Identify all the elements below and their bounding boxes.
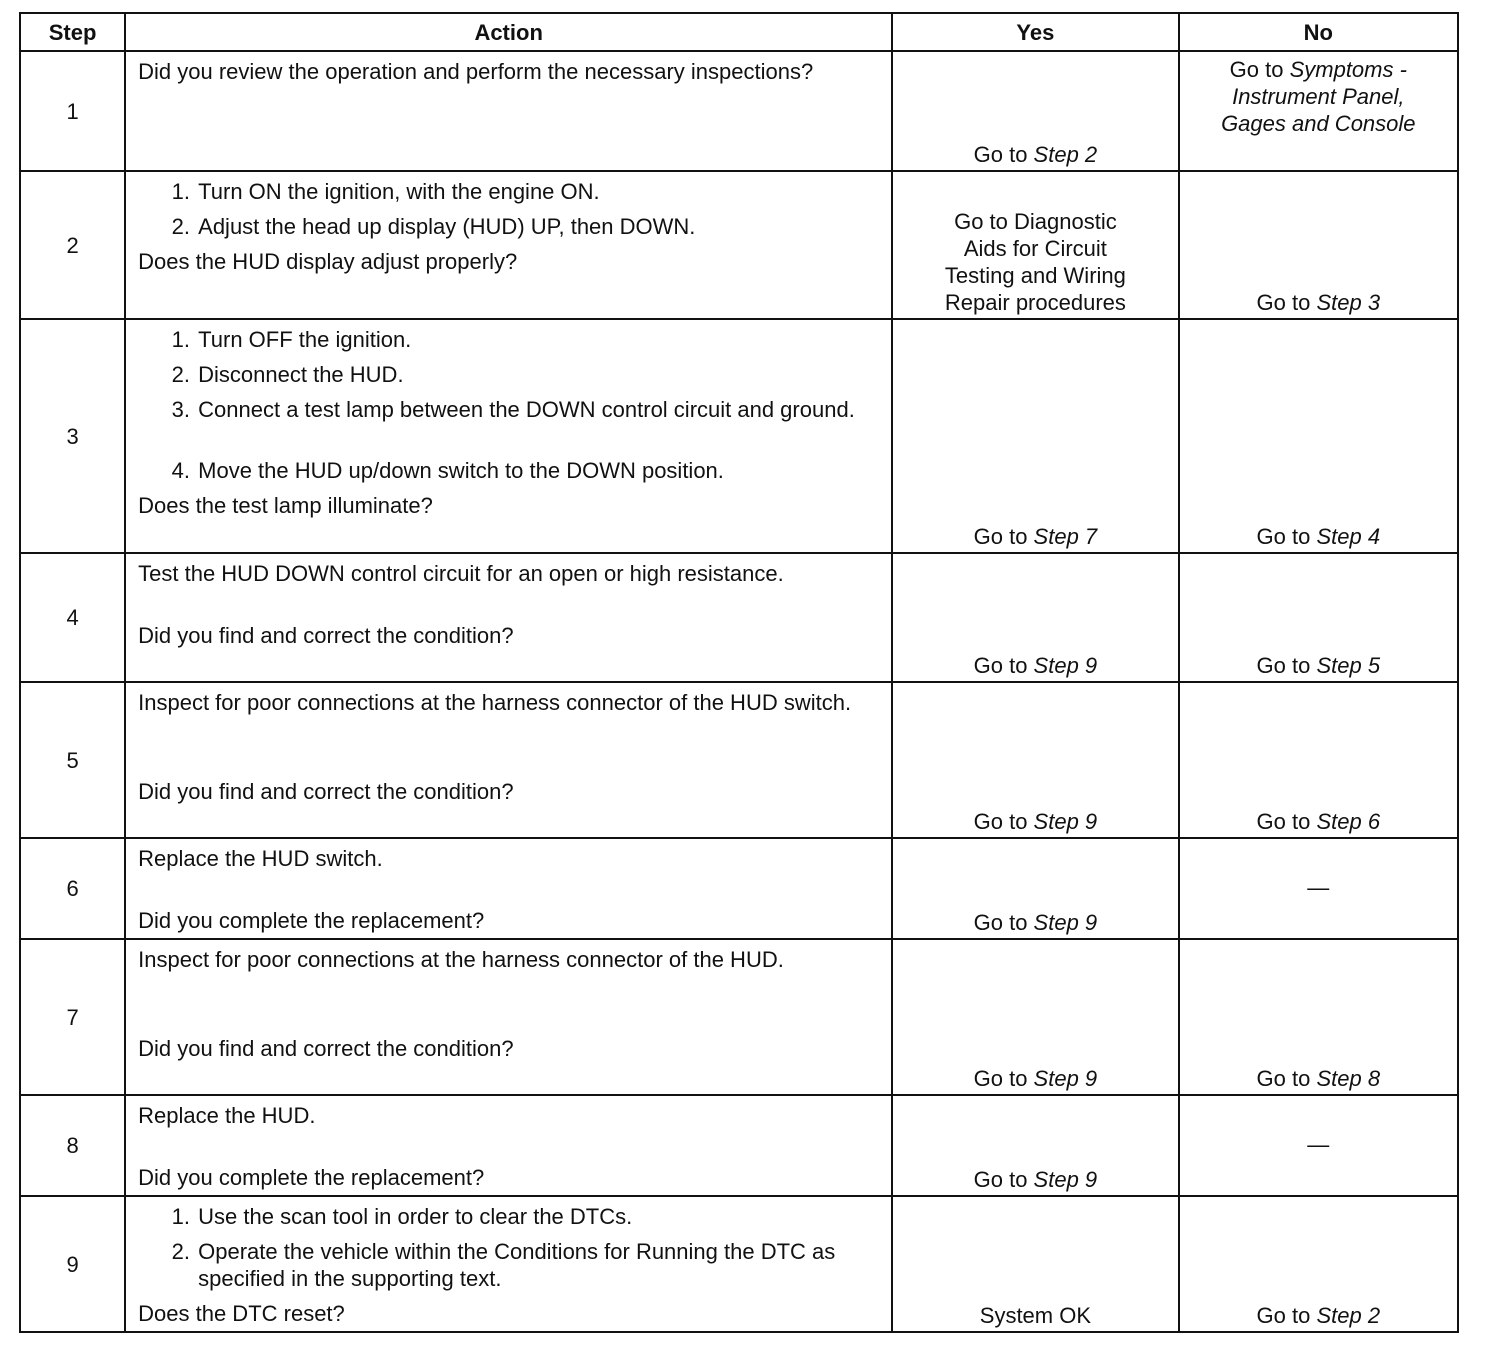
action-cell [125,939,892,1095]
step-number: 8 [20,1095,125,1196]
list-item: 1. Use the scan tool in order to clear the DTCs. [196,1203,881,1230]
table-row [20,171,1458,319]
table-row [20,553,1458,682]
no-prefix: Go to [1256,1066,1317,1091]
action-question: Does the test lamp illuminate? [138,493,433,518]
no-dash: — [1307,875,1330,900]
yes-cell [892,171,1178,319]
yes-prefix: Go to [973,1167,1034,1192]
list-item: 4. Move the HUD up/down switch to the DOWN position. [196,457,881,484]
yes-step-ref: Step 9 [1033,653,1098,678]
action-text: Test the HUD DOWN control circuit for an open or high resistance. [138,561,784,586]
action-question: Did you find and correct the condition? [138,623,514,648]
yes-step-ref: Step 9 [1033,910,1098,935]
no-symptoms-ref: Symptoms - Instrument Panel, Gages and Console [1221,57,1416,136]
yes-step-ref: Step 2 [1033,142,1098,167]
header-step: Step [20,13,125,51]
action-question: Did you complete the replacement? [138,908,485,933]
no-step-ref: Step 8 [1316,1066,1381,1091]
no-cell [1179,939,1458,1095]
no-prefix: Go to [1256,290,1317,315]
action-list [138,178,881,240]
no-step-ref: Step 3 [1316,290,1381,315]
action-list [138,326,881,484]
yes-prefix: Go to [973,809,1034,834]
no-prefix: Go to [1256,524,1317,549]
list-item: 2. Disconnect the HUD. [196,361,881,388]
yes-prefix: Go to [973,142,1034,167]
yes-diagnostic-aids-text: Go to Diagnostic Aids for Circuit Testing and Wiring Repair procedures [944,209,1126,315]
yes-prefix: Go to [973,910,1034,935]
action-cell [125,682,892,838]
yes-cell [892,1196,1178,1332]
yes-cell [892,838,1178,939]
table-row [20,51,1458,171]
no-cell [1179,682,1458,838]
table-row [20,939,1458,1095]
yes-step-ref: Step 9 [1033,1066,1098,1091]
action-text: Inspect for poor connections at the harness connector of the HUD. [138,947,784,972]
action-text: Replace the HUD. [138,1103,316,1128]
action-cell [125,553,892,682]
yes-system-ok: System OK [979,1303,1092,1328]
header-action: Action [125,13,892,51]
step-number: 9 [20,1196,125,1332]
action-cell [125,838,892,939]
no-cell [1179,838,1458,939]
table-row [20,838,1458,939]
list-item: 2. Operate the vehicle within the Conditions for Running the DTC as specified in the supporting text. [196,1238,881,1292]
action-question: Did you find and correct the condition? [138,1036,514,1061]
list-item: 3. Connect a test lamp between the DOWN control circuit and ground. [196,396,881,423]
yes-cell [892,553,1178,682]
diagnostic-table [19,12,1459,1333]
yes-step-ref: Step 7 [1033,524,1098,549]
list-item: 1. Turn OFF the ignition. [196,326,881,353]
yes-prefix: Go to [973,653,1034,678]
no-step-ref: Step 4 [1316,524,1381,549]
no-prefix: Go to [1256,1303,1317,1328]
yes-cell [892,319,1178,553]
no-cell [1179,1095,1458,1196]
list-item: 2. Adjust the head up display (HUD) UP, then DOWN. [196,213,881,240]
yes-step-ref: Step 9 [1033,809,1098,834]
table-row [20,1095,1458,1196]
no-cell [1179,319,1458,553]
action-cell [125,1196,892,1332]
action-text: Replace the HUD switch. [138,846,383,871]
step-number: 3 [20,319,125,553]
list-item: 1. Turn ON the ignition, with the engine ON. [196,178,881,205]
yes-step-ref: Step 9 [1033,1167,1098,1192]
yes-prefix: Go to [973,524,1034,549]
no-cell [1179,171,1458,319]
action-text: Inspect for poor connections at the harness connector of the HUD switch. [138,690,852,715]
no-step-ref: Step 2 [1316,1303,1381,1328]
action-cell [125,319,892,553]
yes-cell [892,1095,1178,1196]
step-number: 4 [20,553,125,682]
no-prefix: Go to [1229,57,1290,82]
header-no: No [1179,13,1458,51]
no-cell [1179,51,1458,171]
table-row [20,1196,1458,1332]
action-question: Did you find and correct the condition? [138,779,514,804]
no-prefix: Go to [1256,653,1317,678]
action-text: Did you review the operation and perform the necessary inspections? [138,59,814,84]
table-row [20,319,1458,553]
no-cell [1179,553,1458,682]
no-step-ref: Step 6 [1316,809,1381,834]
step-number: 1 [20,51,125,171]
header-row [20,13,1458,51]
step-number: 5 [20,682,125,838]
no-prefix: Go to [1256,809,1317,834]
step-number: 2 [20,171,125,319]
action-question: Did you complete the replacement? [138,1165,485,1190]
no-cell [1179,1196,1458,1332]
action-cell [125,171,892,319]
no-step-ref: Step 5 [1316,653,1381,678]
action-question: Does the HUD display adjust properly? [138,249,518,274]
table-row [20,682,1458,838]
yes-prefix: Go to [973,1066,1034,1091]
action-cell [125,1095,892,1196]
yes-cell [892,939,1178,1095]
action-cell [125,51,892,171]
step-number: 7 [20,939,125,1095]
header-yes: Yes [892,13,1178,51]
no-dash: — [1307,1132,1330,1157]
action-list [138,1203,881,1292]
yes-cell [892,51,1178,171]
action-question: Does the DTC reset? [138,1301,345,1326]
yes-cell [892,682,1178,838]
step-number: 6 [20,838,125,939]
